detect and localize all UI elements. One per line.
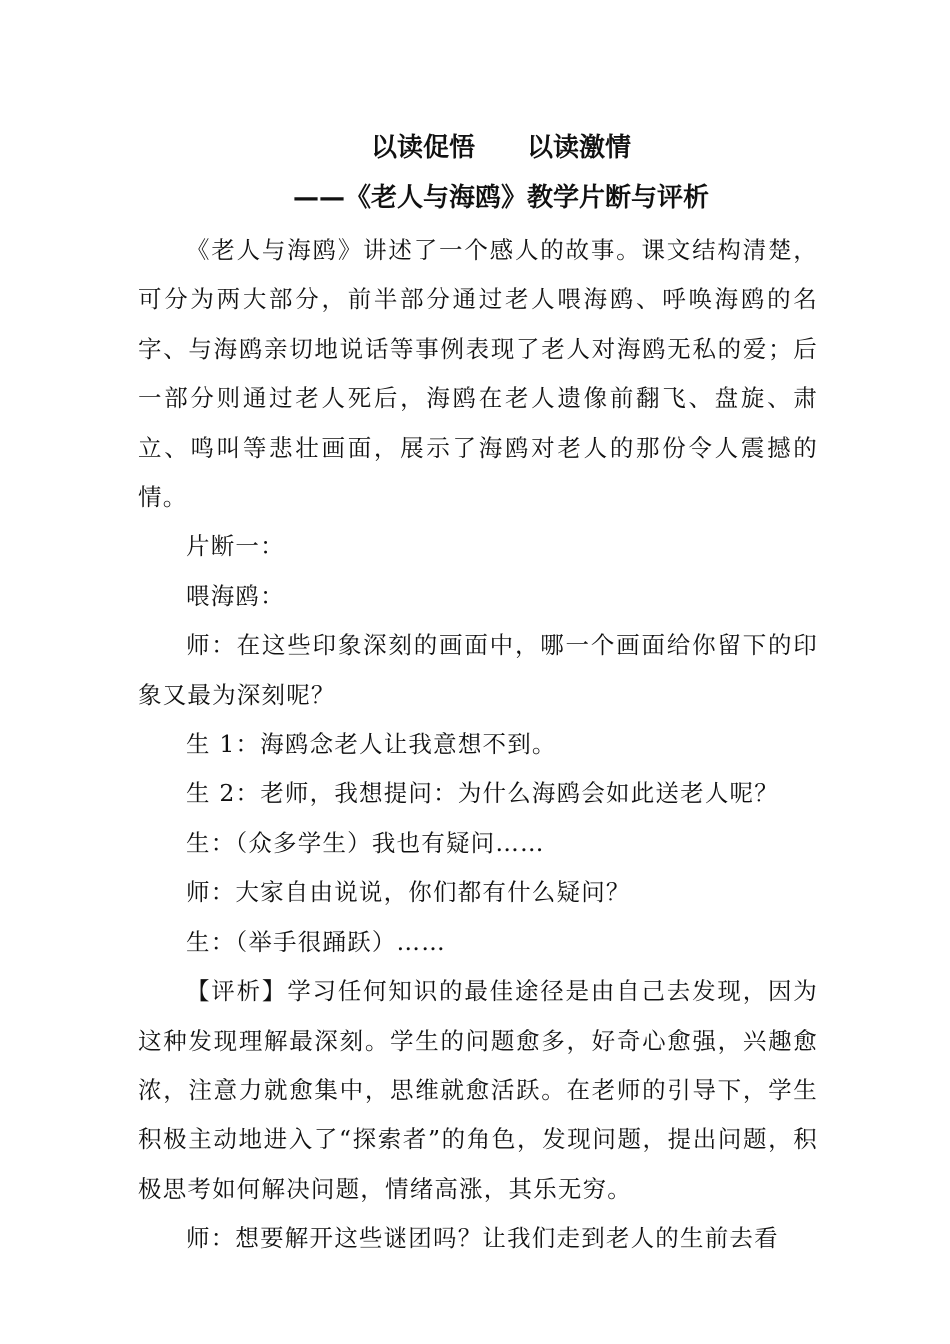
dialogue-line: 生：（举手很踊跃）…… (186, 927, 446, 956)
dialogue-line: 师：在这些印象深刻的画面中，哪一个画面给你留下的印象又最为深刻呢？ (138, 631, 818, 709)
commentary-paragraph: 【评析】学习任何知识的最佳途径是由自己去发现，因为这种发现理解最深刻。学生的问题愈多，好奇心愈强，兴趣愈浓，注意力就愈集中，思维就愈活跃。在老师的引导下，学生积极主动地进入了“探索者”的角色，发现问题，提出问题，积极思考如何解决问题，情绪高涨，其乐无穷。 (138, 977, 818, 1203)
dialogue-line: 师：大家自由说说，你们都有什么疑问？ (186, 878, 631, 907)
dialogue-line: 生 2：老师，我想提问：为什么海鸥会如此送老人呢？ (186, 779, 779, 808)
dialogue-line: 师：想要解开这些谜团吗？让我们走到老人的生前去看 (186, 1224, 779, 1253)
dialogue-line: 生 1：海鸥念老人让我意想不到。 (186, 730, 557, 759)
document-title: 以读促悟 以读激情 (370, 133, 631, 163)
dialogue-line: 生：（众多学生）我也有疑问…… (186, 828, 545, 857)
intro-paragraph: 《老人与海鸥》讲述了一个感人的故事。课文结构清楚，可分为两大部分，前半部分通过老人喂海鸥、呼唤海鸥的名字、与海鸥亲切地说话等事例表现了老人对海鸥无私的爱；后一部分则通过老人死后，海鸥在老人遗像前翻飞、盘旋、肃立、鸣叫等悲壮画面，展示了海鸥对老人的那份令人震撼的情。 (138, 236, 818, 512)
section-heading-fragment-one: 片断一： (186, 532, 285, 561)
document-subtitle: ——《老人与海鸥》教学片断与评析 (292, 183, 709, 213)
document-body (138, 226, 818, 1264)
subheading-feeding-gulls: 喂海鸥： (186, 581, 285, 610)
